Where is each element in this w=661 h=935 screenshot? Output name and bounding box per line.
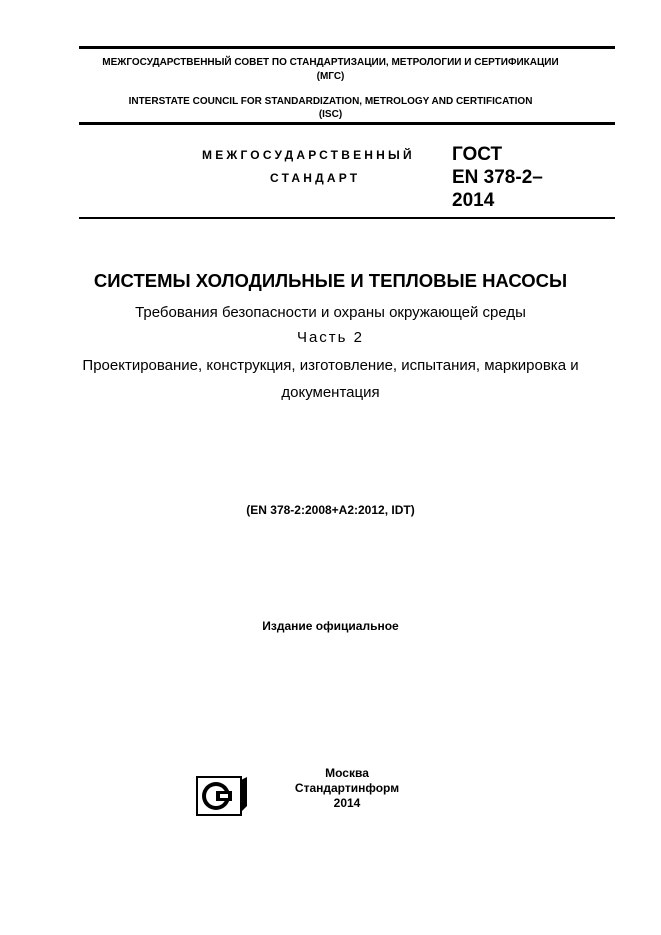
top-rule [79, 46, 615, 49]
publisher-year: 2014 [333, 796, 361, 810]
si-logo-icon [196, 776, 248, 816]
gost-line1: ГОСТ [452, 144, 503, 165]
council-ru-abbr: (МГС) [316, 71, 345, 82]
gost-line2: EN 378-2– [452, 167, 543, 188]
standard-rule [79, 217, 615, 219]
part-title-line2: документация [281, 384, 380, 401]
standartinform-logo [196, 776, 248, 816]
council-ru: МЕЖГОСУДАРСТВЕННЫЙ СОВЕТ ПО СТАНДАРТИЗАЦИИ, МЕТРОЛОГИИ И СЕРТИФИКАЦИИ [102, 57, 559, 68]
gost-line3: 2014 [452, 190, 495, 211]
publisher-name: Стандартинформ [294, 781, 400, 795]
publisher-city: Москва [325, 766, 369, 780]
idt-reference: (EN 378-2:2008+A2:2012, IDT) [246, 503, 415, 517]
standard-label-line1: МЕЖГОСУДАРСТВЕННЫЙ [202, 148, 415, 162]
document-subtitle: Требования безопасности и охраны окружающей среды [135, 304, 526, 321]
standard-label-line2: СТАНДАРТ [270, 171, 361, 185]
header-rule [79, 122, 615, 125]
part-number: Часть 2 [296, 329, 365, 346]
council-en-abbr: (ISC) [318, 109, 343, 120]
document-title: СИСТЕМЫ ХОЛОДИЛЬНЫЕ И ТЕПЛОВЫЕ НАСОСЫ [93, 270, 568, 291]
edition-note: Издание официальное [262, 619, 399, 633]
part-title-line1: Проектирование, конструкция, изготовление, испытания, маркировка и [82, 357, 579, 374]
council-en: INTERSTATE COUNCIL FOR STANDARDIZATION, METROLOGY AND CERTIFICATION [128, 96, 533, 107]
